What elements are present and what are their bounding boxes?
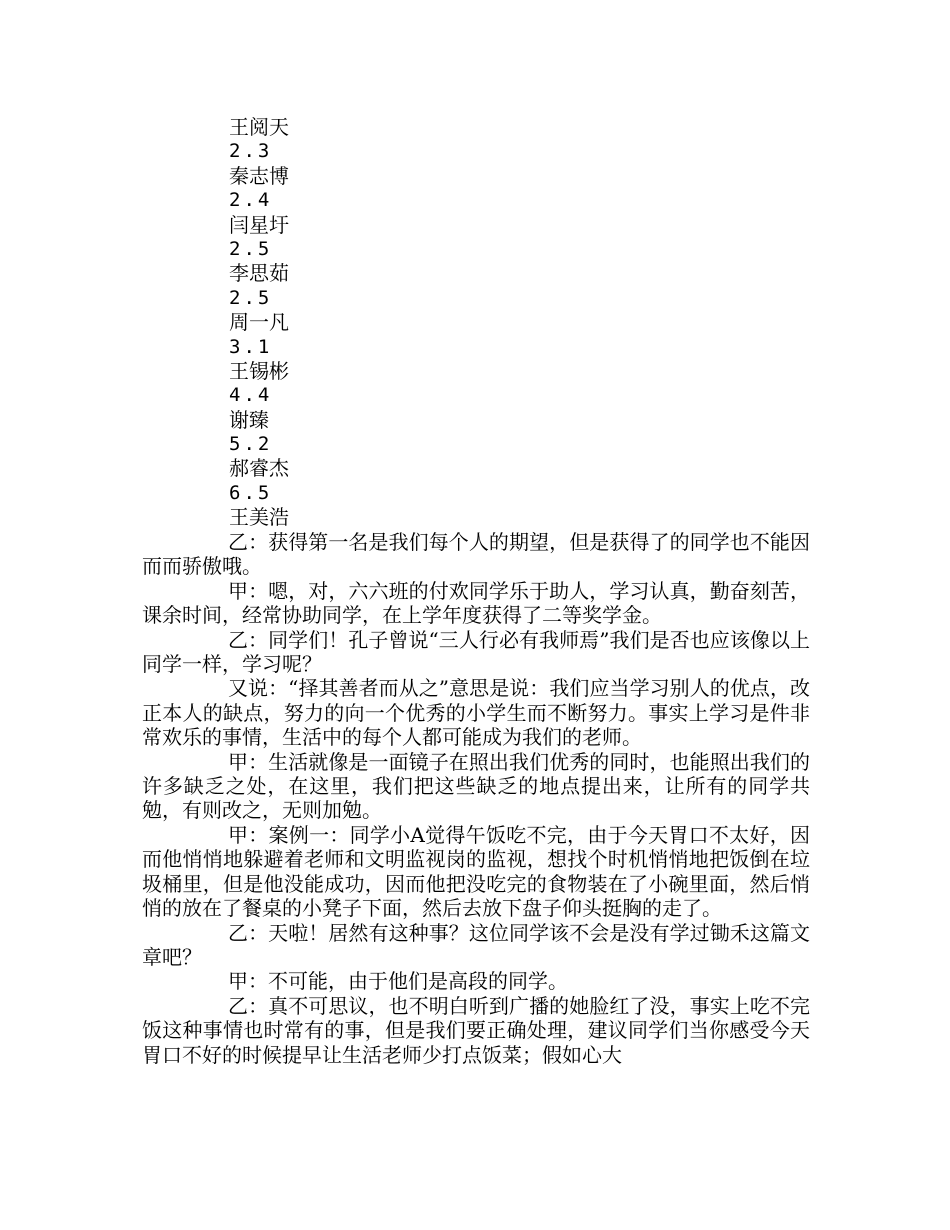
list-item: 2.3 — [229, 140, 273, 163]
paragraph: 又说：“择其善者而从之”意思是说：我们应当学习别人的优点，改正本人的缺点，努力的向一个优秀的小学生而不断努力。事实上学习是件非常欢乐的事情，生活中的每个人都可能成为我们的老师。 — [142, 676, 810, 750]
dialogue-body — [142, 530, 810, 1067]
list-item: 周一凡 — [229, 310, 289, 335]
list-item: 6.5 — [229, 481, 273, 504]
paragraph: 乙：同学们！孔子曾说“三人行必有我师焉”我们是否也应该像以上同学一样，学习呢？ — [142, 627, 810, 677]
list-item: 王美浩 — [229, 505, 289, 530]
list-item: 王锡彬 — [229, 358, 289, 383]
list-item: 3.1 — [229, 335, 273, 358]
list-item: 2.5 — [229, 237, 273, 260]
list-item: 4.4 — [229, 384, 273, 407]
paragraph: 乙：真不可思议，也不明白听到广播的她脸红了没，事实上吃不完饭这种事情也时常有的事，但是我们要正确处理，建议同学们当你感受今天胃口不好的时候提早让生活老师少打点饭菜；假如心大 — [142, 993, 810, 1067]
list-item: 秦志博 — [229, 163, 289, 188]
list-item: 5.2 — [229, 433, 273, 456]
list-item: 闫星圩 — [229, 212, 289, 237]
paragraph: 乙：天啦！居然有这种事？这位同学该不会是没有学过锄禾这篇文章吧？ — [142, 920, 810, 969]
list-item: 李思茹 — [229, 261, 289, 286]
list-item: 王阅天 — [229, 115, 289, 139]
paragraph: 甲：案例一：同学小A觉得午饭吃不完，由于今天胃口不太好，因而他悄悄地躲避着老师和文明监视岗的监视，想找个时机悄悄地把饭倒在垃圾桶里，但是他没能成功，因而他把没吃完的食物装在了小碗里面，然后悄悄的放在了餐桌的小凳子下面，然后去放下盘子仰头挺胸的走了。 — [142, 822, 810, 921]
paragraph: 甲：生活就像是一面镜子在照出我们优秀的同时，也能照出我们的许多缺乏之处，在这里，我们把这些缺乏的地点提出来，让所有的同学共勉，有则改之，无则加勉。 — [142, 749, 810, 823]
list-item: 2.5 — [229, 286, 273, 309]
name-score-list — [229, 115, 529, 530]
list-item: 2.4 — [229, 189, 273, 212]
paragraph: 乙：获得第一名是我们每个人的期望，但是获得了的同学也不能因而而骄傲哦。 — [142, 530, 810, 579]
paragraph: 甲：不可能，由于他们是高段的同学。 — [228, 969, 568, 994]
list-item: 谢臻 — [229, 407, 269, 432]
list-item: 郝睿杰 — [229, 456, 289, 481]
paragraph: 甲：嗯，对，六六班的付欢同学乐于助人，学习认真，勤奋刻苦，课余时间，经常协助同学，在上学年度获得了二等奖学金。 — [142, 578, 810, 628]
